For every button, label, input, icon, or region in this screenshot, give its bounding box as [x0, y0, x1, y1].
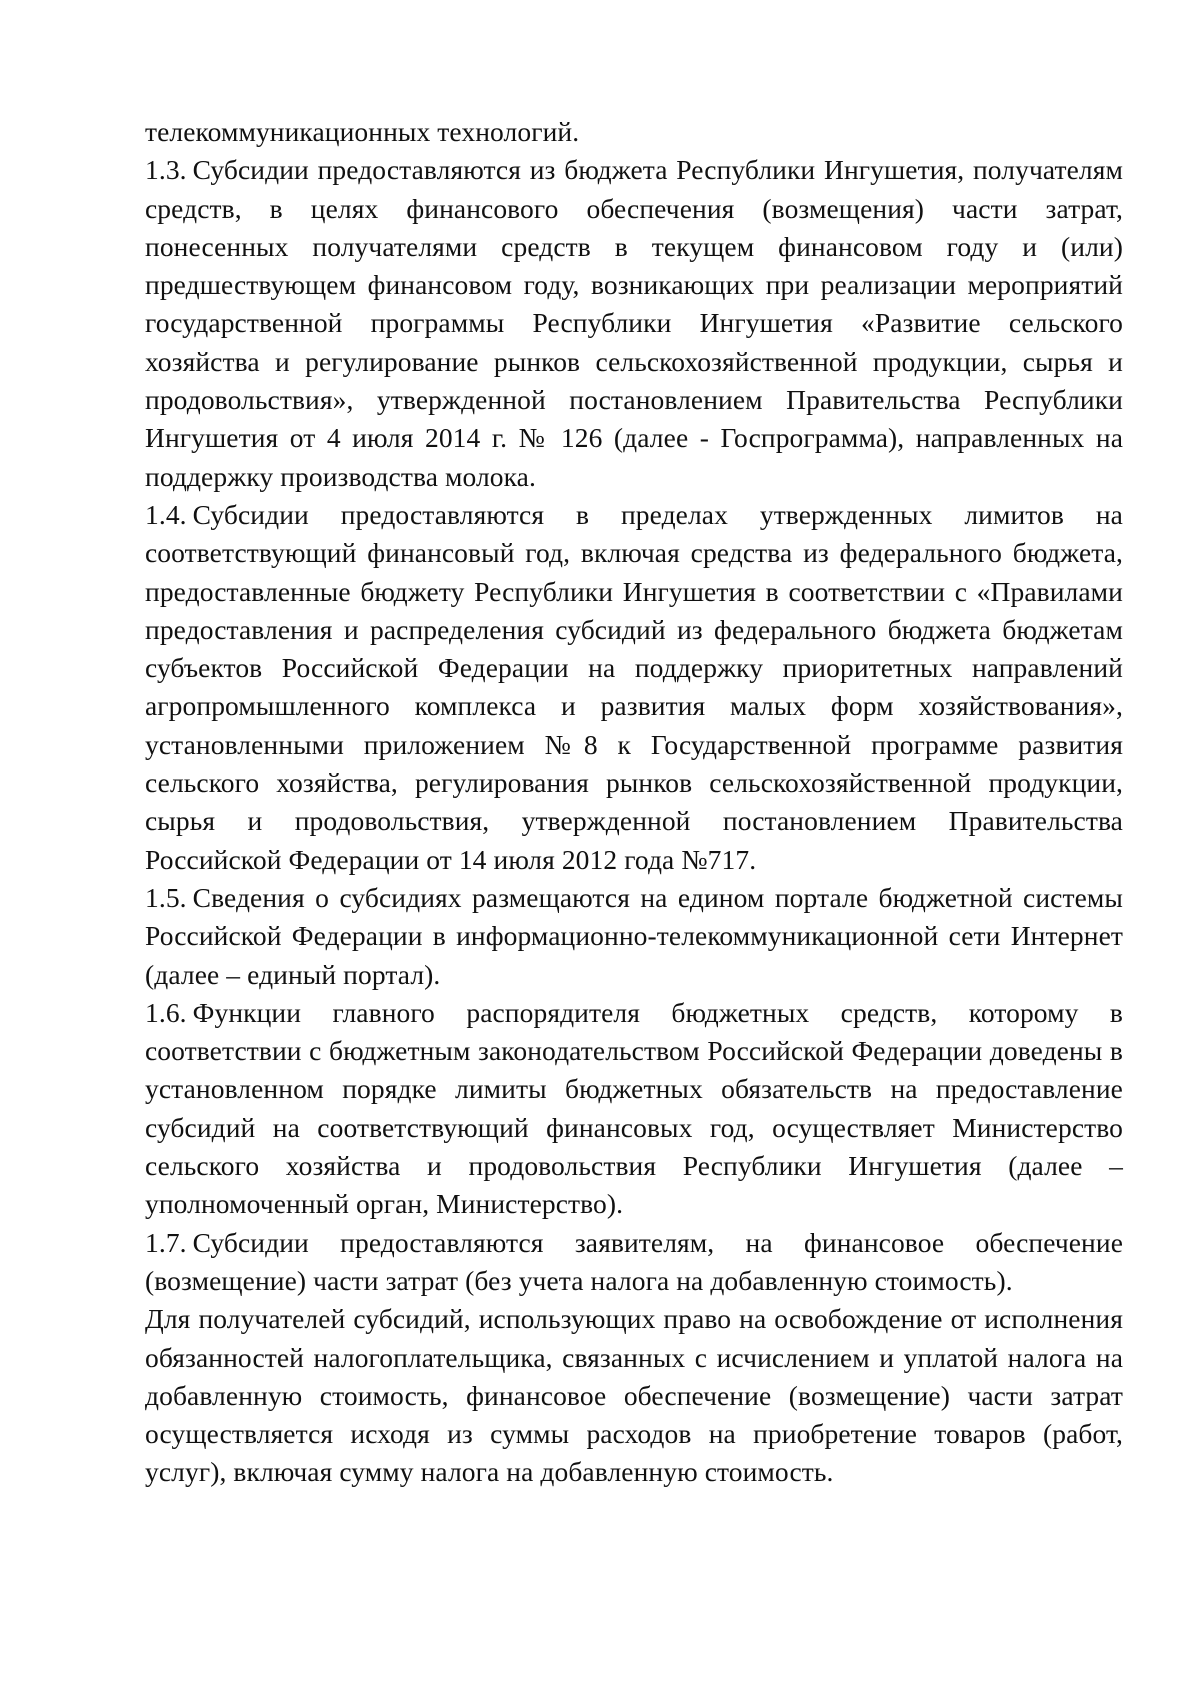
paragraph-text: Субсидии предоставляются заявителям, на финансовое обеспечение (возмещение) части затрат (без учета налога на добавленную стоимость). [145, 1226, 1123, 1296]
paragraph-text: Субсидии предоставляются из бюджета Республики Ингушетия, получателям средств, в целях финансового обеспечения (возмещения) части затрат, понесенных получателями средств в текущем финансовом году и (или) предшествующем финансовом году, возникающих при реализации мероприятий государственной программы Республики Ингушетия «Развитие сельского хозяйства и регулирование рынков сельскохозяйственной продукции, сырья и продовольствия», утвержденной постановлением Правительства Республики Ингушетия от 4 июля 2014 г. № 126 (далее - Госпрограмма), направленных на поддержку производства молока. [145, 154, 1123, 492]
document-body [145, 113, 1123, 1492]
paragraph-1-4 [145, 496, 1123, 879]
paragraph-1-7 [145, 1224, 1123, 1301]
paragraph-text: Для получателей субсидий, использующих право на освобождение от исполнения обязанностей налогоплательщика, связанных с исчислением и уплатой налога на добавленную стоимость, финансовое обеспечение (возмещение) части затрат осуществляется исходя из суммы расходов на приобретение товаров (работ, услуг), включая сумму налога на добавленную стоимость. [145, 1303, 1123, 1488]
paragraph-number: 1.3. [145, 154, 187, 186]
paragraph-number: 1.7. [145, 1226, 187, 1258]
paragraph-number: 1.5. [145, 881, 187, 913]
paragraph-text: телекоммуникационных технологий. [145, 116, 580, 147]
paragraph-number: 1.6. [145, 996, 187, 1028]
paragraph-1-5 [145, 879, 1123, 994]
paragraph-1-6 [145, 994, 1123, 1224]
paragraph-text: Функции главного распорядителя бюджетных средств, которому в соответствии с бюджетным законодательством Российской Федерации доведены в установленном порядке лимиты бюджетных обязательств на предоставление субсидий на соответствующий финансовых год, осуществляет Министерство сельского хозяйства и продовольствия Республики Ингушетия (далее – уполномоченный орган, Министерство). [145, 996, 1123, 1220]
paragraph-number: 1.4. [145, 498, 187, 530]
paragraph-text: Субсидии предоставляются в пределах утвержденных лимитов на соответствующий финансовый год, включая средства из федерального бюджета, предоставленные бюджету Республики Ингушетия в соответствии с «Правилами предоставления и распределения субсидий из федерального бюджета бюджетам субъектов Российской Федерации на поддержку приоритетных направлений агропромышленного комплекса и развития малых форм хозяйствования», установленными приложением №8 к Государственной программе развития сельского хозяйства, регулирования рынков сельскохозяйственной продукции, сырья и продовольствия, утвержденной постановлением Правительства Российской Федерации от 14 июля 2012 года №717. [145, 498, 1123, 875]
paragraph-1-3 [145, 151, 1123, 496]
paragraph-continuation [145, 113, 1123, 151]
paragraph-text: Сведения о субсидиях размещаются на едином портале бюджетной системы Российской Федерации в информационно-телекоммуникационной сети Интернет (далее – единый портал). [145, 881, 1123, 990]
paragraph-vat-exemption [145, 1300, 1123, 1491]
